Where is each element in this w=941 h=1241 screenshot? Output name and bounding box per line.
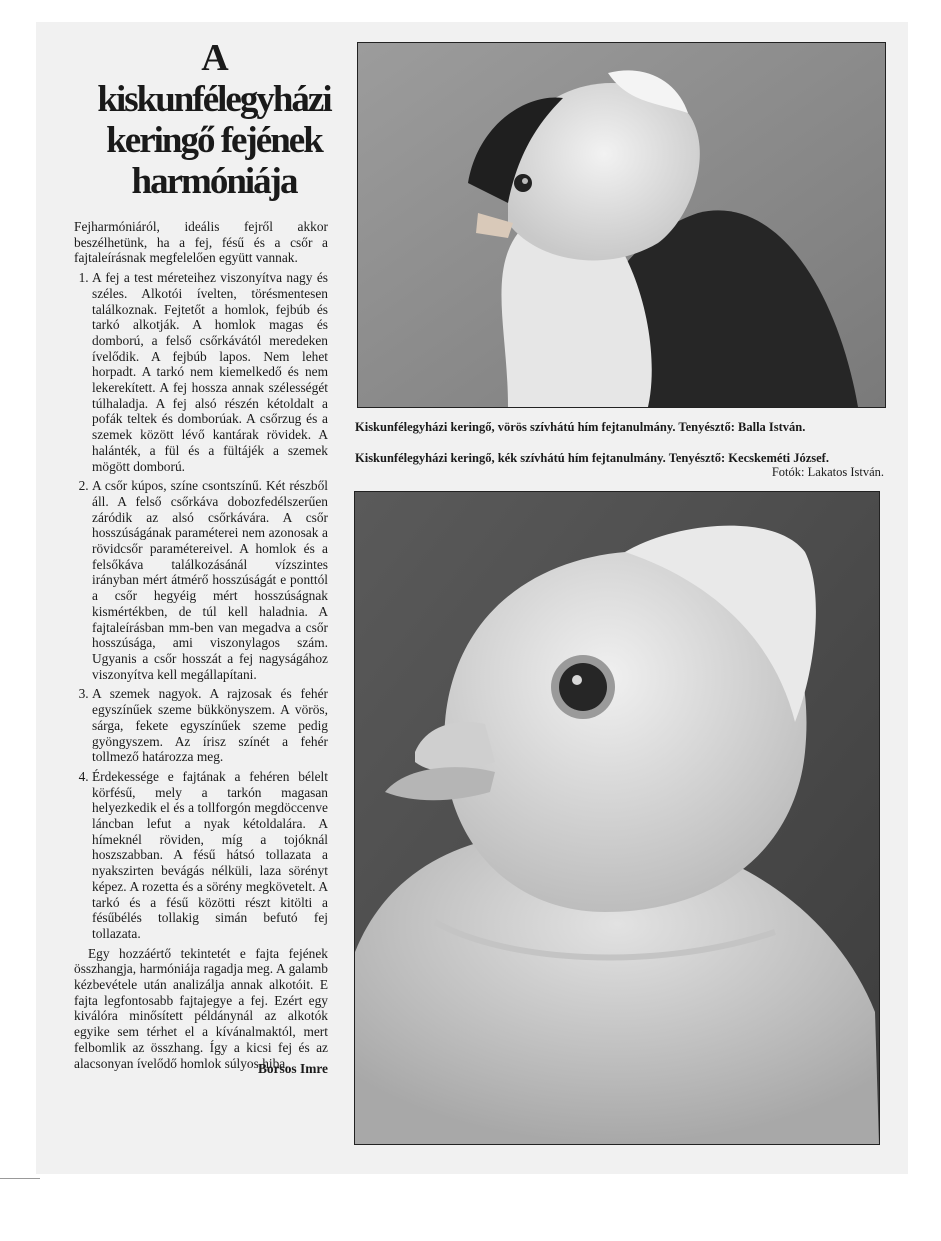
article-body	[74, 219, 328, 1077]
point-2: 2. A csőr kúpos, színe csontszínű. Két részből áll. A felső csőrkáva dobozfedélszerűen záródik az alsó csőrkávára. A csőr hosszúságának paraméterei nem azonosak a rövidcsőr paramétereivel. A homlok és a felsőkáva találkozásánál vízszintes irányban mért átmérő hosszúságát e ponttól a csőr hegyéig mért hosszúságnak kismértékben, de túl kell haladnia. A fajtaleírásban mm-ben van megadva a csőr hosszúsága, ami viszonylagos szám. Ugyanis a csőr hosszát a fej nagyságához viszonyítva kell megállapítani.	[92, 478, 328, 682]
intro-paragraph: Fejharmóniáról, ideális fejről akkor beszélhetünk, ha a fej, fésű és a csőr a fajtaleírásnak megfelelően együtt vannak.	[74, 219, 328, 266]
title-line-1: A	[201, 37, 227, 79]
pigeon-photo-2	[354, 491, 880, 1145]
closing-paragraph: Egy hozzáértő tekintetét e fajta fejének összhangja, harmóniája ragadja meg. A galamb kézbevétele után analizálja annak alkotóit. E fajta legfontosabb fajtajegye a fej. Ezért egy kiválóra minősített példánynál az alkotók egyike sem térhet el a kívánalmaktól, mert felbomlik az összhang. Így a kicsi fej és az alacsonyan ívelődő homlok súlyos hiba.	[74, 945, 328, 1071]
title-line-3: keringő fejének	[106, 120, 322, 161]
point-4: 4. Érdekessége e fajtának a fehéren bélelt körfésű, mely a tarkón magasan helyezkedik el és a tollforgón megdöccenve láncban lefut a nyak kétoldalára. A hímeknél röviden, míg a tojóknál hoszszabban. A fésű hátsó tollazata a nyakszirten bevágás nélküli, laza sörényt képez. A rozetta és a sörény megkövetelt. A tarkó és a fésű közötti részt kitölti a fésűbélés tollakig simán befutó fej tollazata.	[92, 769, 328, 942]
pigeon-image-2	[355, 492, 879, 1144]
point-3: 3. A szemek nagyok. A rajzosak és fehér egyszínűek szeme bükkönyszem. A vörös, sárga, fekete egyszínűek szeme pedig gyöngyszem. Az írisz színét a fehér tollmező határozza meg.	[92, 686, 328, 765]
pigeon-photo-1	[357, 42, 886, 408]
points-list	[74, 270, 328, 942]
scan-edge-line	[0, 1178, 40, 1179]
photo-1-caption: Kiskunfélegyházi keringő, vörös szívhátú hím fejtanulmány. Tenyésztő: Balla István.	[355, 420, 806, 434]
author-name: Borsos Imre	[257, 1061, 328, 1077]
title-line-2: kiskunfélegyházi	[97, 79, 331, 120]
pigeon-image-1	[358, 43, 885, 407]
photo-2-caption: Kiskunfélegyházi keringő, kék szívhátú hím fejtanulmány. Tenyésztő: Kecskeméti József.	[355, 451, 829, 465]
point-1: 1. A fej a test méreteihez viszonyítva nagy és széles. Alkotói ívelten, törésmentesen találkoznak. Fejtetőt a homlok, fejbúb és tarkó alkotják. A homlok magas és domború, a felső csőrkávától meredeken ívelődik. A fejbúb lapos. Nem lehet horpadt. A tarkó nem kiemelkedő és nem lekerekített. A fej hossza annak szélességét túlhaladja. A fej alsó részén kétoldalt a pofák teltek és domborúak. A csőrzug és a szemek között lévő kantárak rövidek. A halánték, a fül és a fültájék a szemek mögött domború.	[92, 270, 328, 474]
title-line-4: harmóniája	[131, 161, 297, 202]
photo-credit: Fotók: Lakatos István.	[771, 465, 884, 479]
title-column	[78, 38, 350, 202]
article-title	[78, 38, 350, 202]
